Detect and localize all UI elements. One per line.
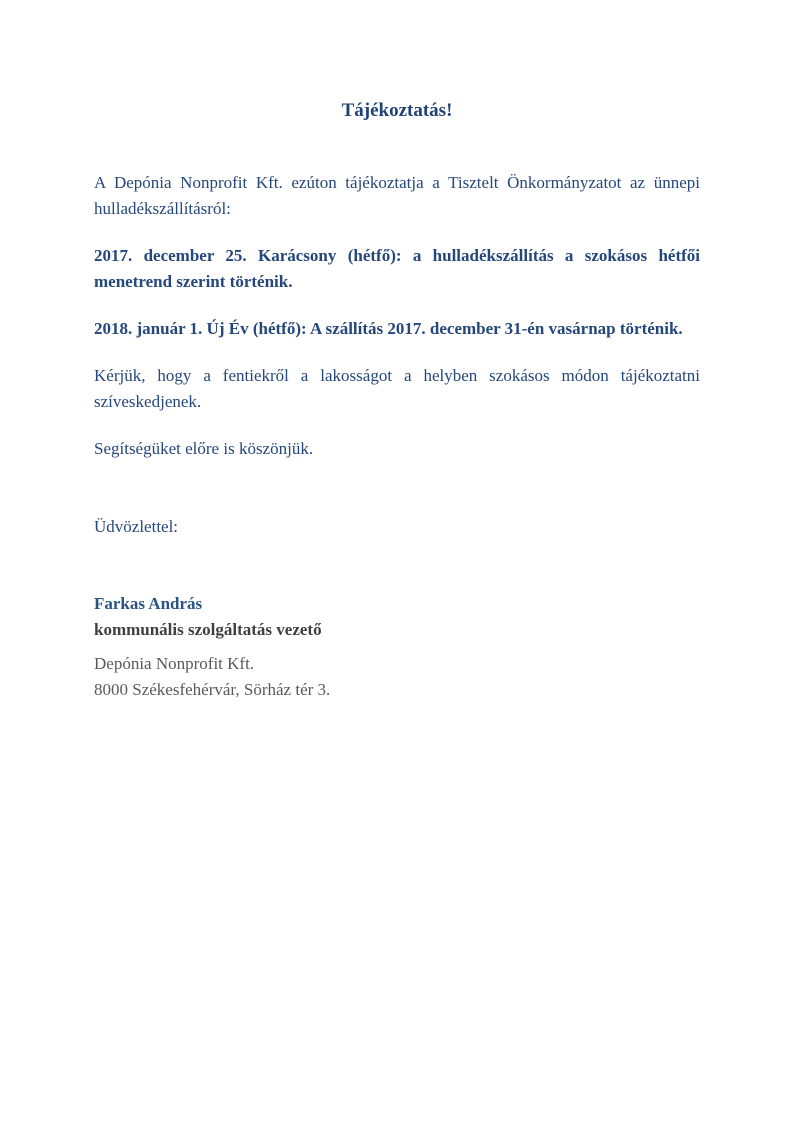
company-name: Depónia Nonprofit Kft. [94,654,255,673]
intro-paragraph: A Depónia Nonprofit Kft. ezúton tájékoztatja a Tisztelt Önkormányzatot az ünnepi hulladékszállításról: [94,173,700,218]
closing-salutation: Üdvözlettel: [94,517,179,536]
signer-role: kommunális szolgáltatás vezető [94,620,322,639]
thanks-paragraph: Segítségüket előre is köszönjük. [94,439,314,458]
christmas-notice-paragraph: 2017. december 25. Karácsony (hétfő): a hulladékszállítás a szokásos hétfői menetrend szerint történik. [94,246,700,291]
signature-block [94,591,700,703]
company-address: 8000 Székesfehérvár, Sörház tér 3. [94,680,331,699]
new-year-notice-paragraph: 2018. január 1. Új Év (hétfő): A szállítás 2017. december 31-én vasárnap történik. [94,319,683,338]
letter-title: Tájékoztatás! [341,100,453,121]
company-block [94,651,700,703]
request-paragraph: Kérjük, hogy a fentiekről a lakosságot a helyben szokásos módon tájékoztatni szíveskedjenek. [94,366,700,411]
signer-name: Farkas András [94,594,203,613]
